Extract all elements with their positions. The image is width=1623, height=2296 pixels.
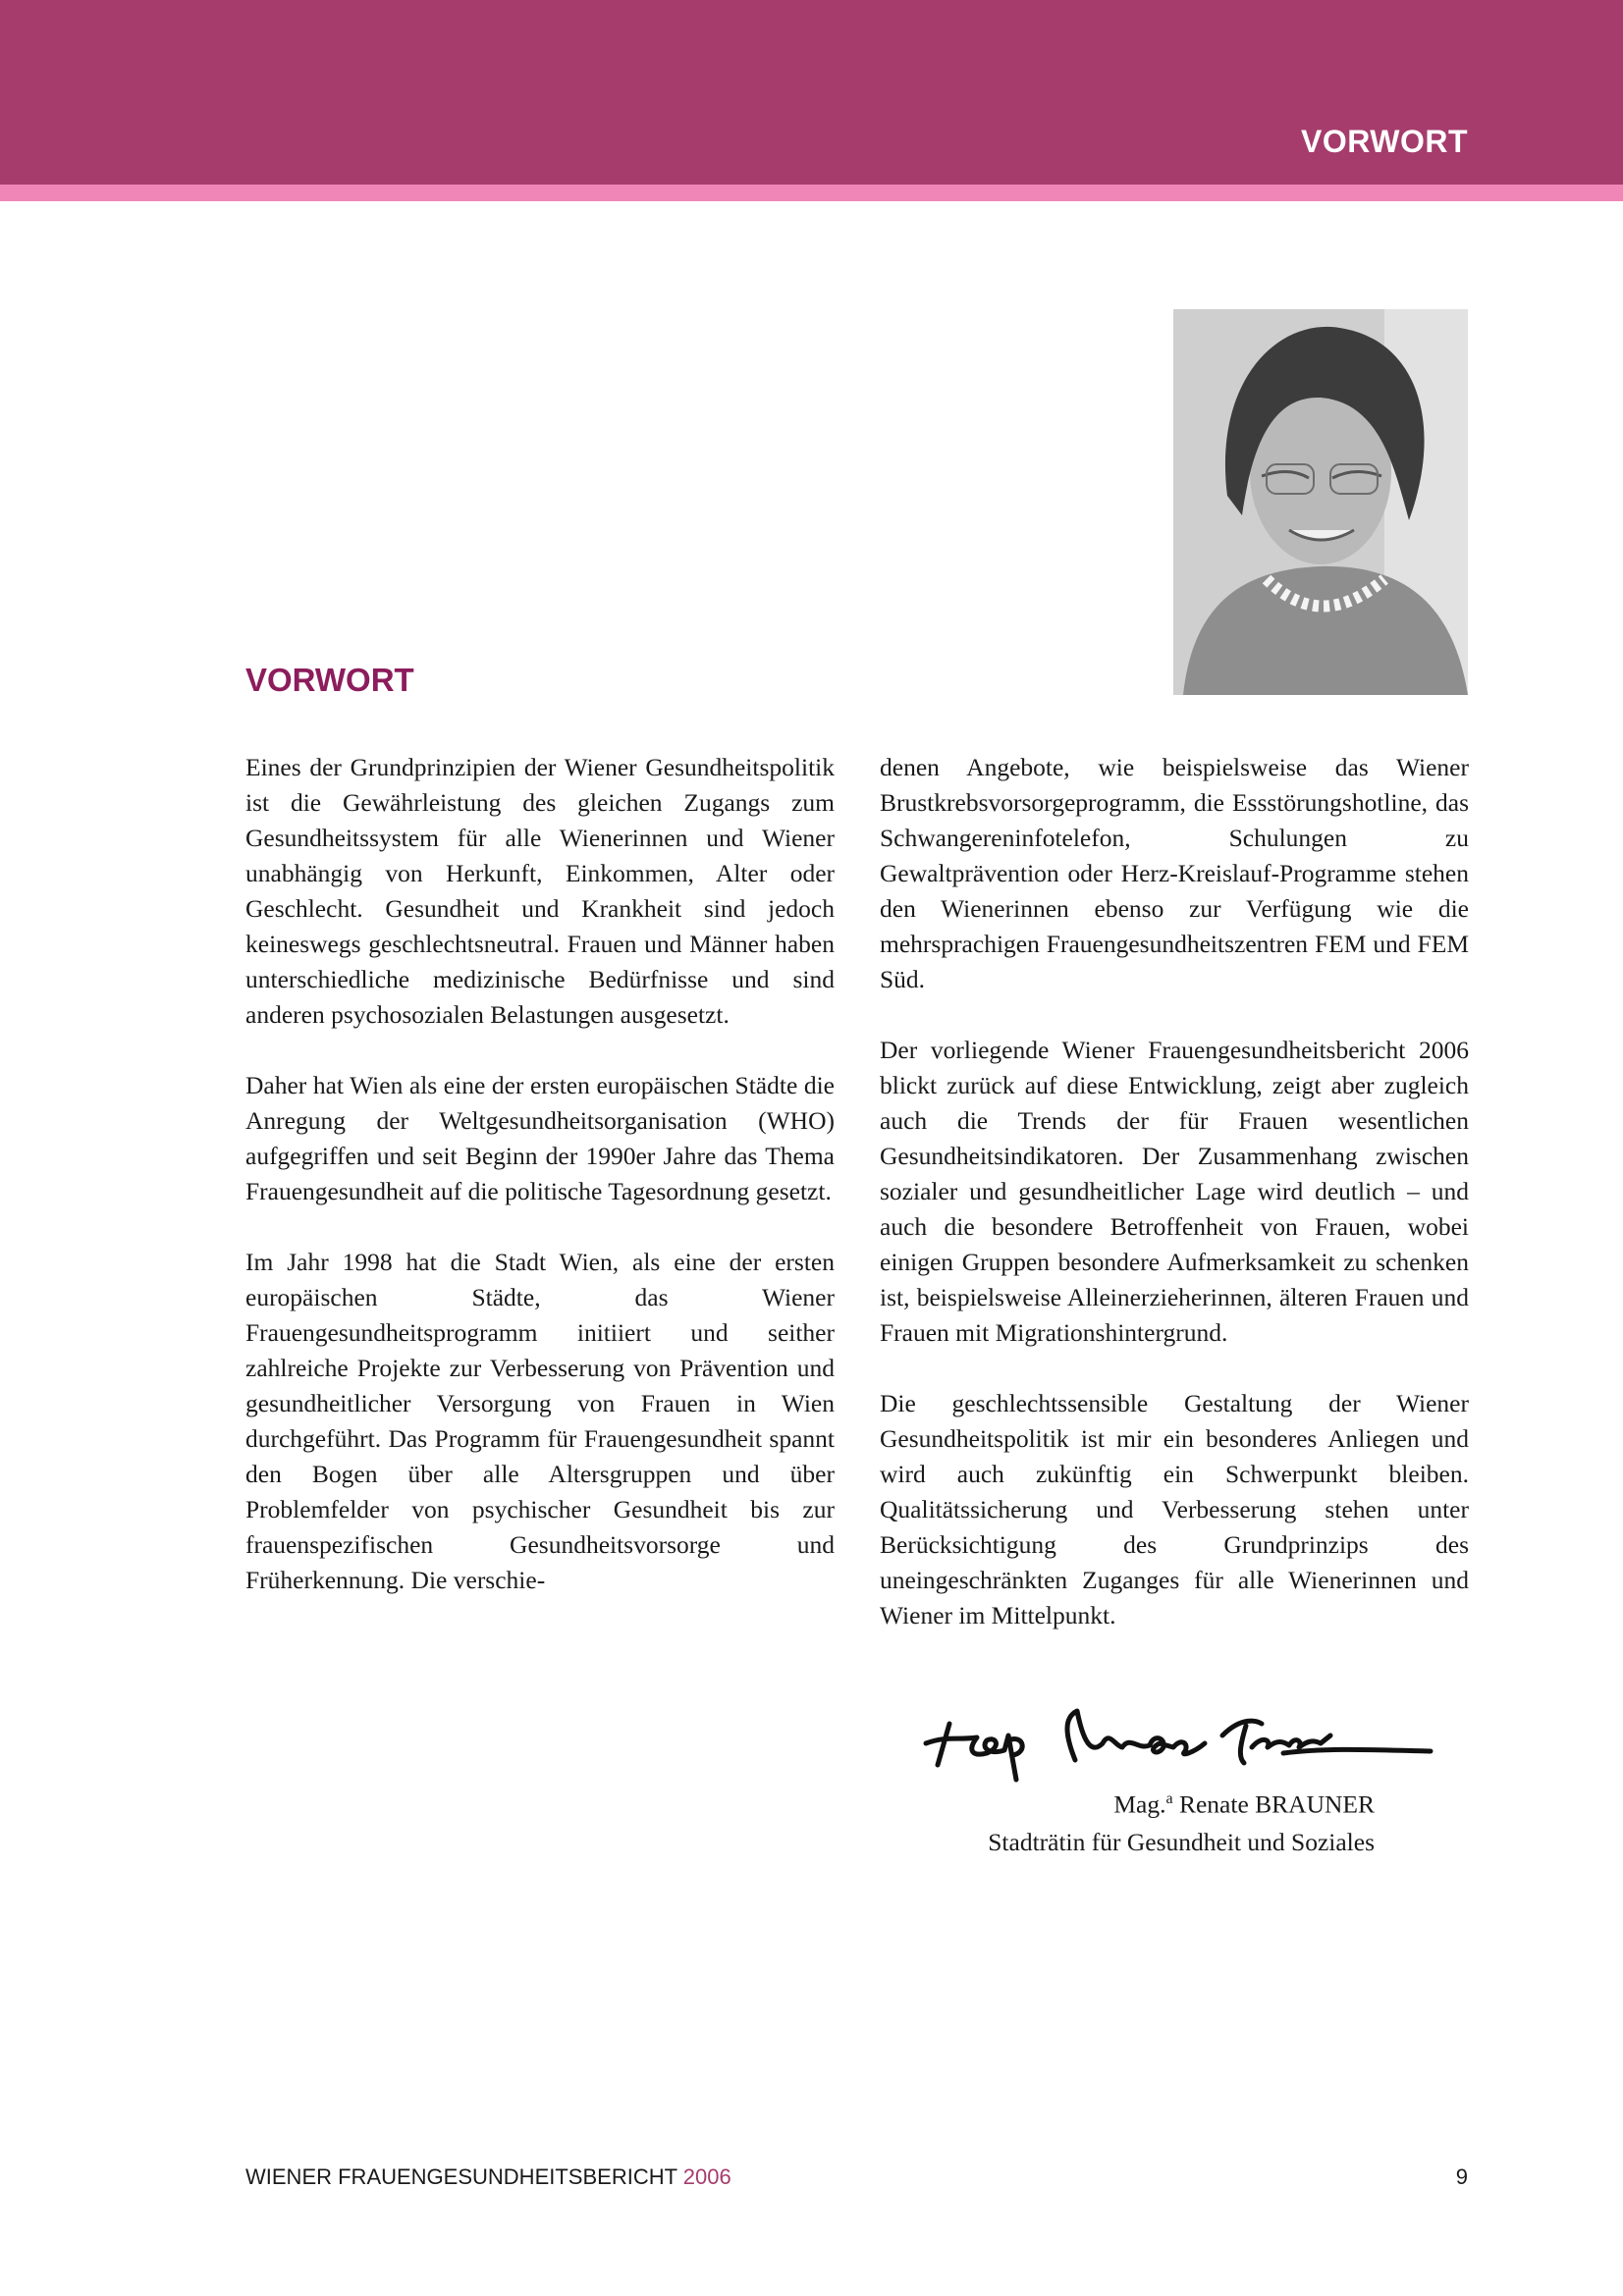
footer-publication <box>245 2164 731 2190</box>
signature-illustration <box>918 1696 1438 1785</box>
signatory-name <box>913 1781 1375 1824</box>
text-column-right <box>880 750 1469 1669</box>
portrait-photo <box>1173 309 1468 695</box>
signatory-title: Mag. <box>1113 1789 1166 1819</box>
handwritten-signature <box>918 1696 1438 1785</box>
signatory-full-name: Renate BRAUNER <box>1178 1789 1375 1819</box>
paragraph: Im Jahr 1998 hat die Stadt Wien, als eine der ersten europäischen Städte, das Wiener Frauengesundheitsprogramm initiiert und seither zahlreiche Projekte zur Verbesserung von Prävention und gesundheitlicher Versorgung von Frauen in Wien durchgeführt. Das Programm für Frauengesundheit spannt den Bogen über alle Altersgruppen und über Problemfelder von psychischer Gesundheit bis zur frauenspezifischen Gesundheitsvorsorge und Früherkennung. Die verschie- <box>245 1248 835 1594</box>
footer-year: 2006 <box>682 2164 731 2189</box>
signatory-title-sup: a <box>1165 1790 1173 1807</box>
page-number: 9 <box>1455 2164 1468 2189</box>
header-title: VORWORT <box>1300 124 1468 159</box>
signature-block <box>913 1781 1375 1861</box>
paragraph: Daher hat Wien als eine der ersten europäischen Städte die Anregung der Weltgesundheitsorganisation (WHO) aufgegriffen und seit Beginn der 1990er Jahre das Thema Frauengesundheit auf die politische Tagesordnung gesetzt. <box>245 1071 835 1205</box>
signatory-role: Stadträtin für Gesundheit und Soziales <box>988 1827 1375 1856</box>
paragraph: Eines der Grundprinzipien der Wiener Gesundheitspolitik ist die Gewährleistung des gleichen Zugangs zum Gesundheitssystem für alle Wienerinnen und Wiener unabhängig von Herkunft, Einkommen, Alter oder Geschlecht. Gesundheit und Krankheit sind jedoch keineswegs geschlechtsneutral. Frauen und Männer haben unterschiedliche medizinische Bedürfnisse und sind anderen psychosozialen Belastungen ausgesetzt. <box>245 753 835 1029</box>
paragraph: Die geschlechtssensible Gestaltung der Wiener Gesundheitspolitik ist mir ein besonderes Anliegen und wird auch zukünftig ein Schwerpunkt bleiben. Qualitätssicherung und Verbesserung stehen unter Berücksichtigung des Grundprinzips des uneingeschränkten Zuganges für alle Wienerinnen und Wiener im Mittelpunkt. <box>880 1389 1469 1629</box>
footer-publication-title: WIENER FRAUENGESUNDHEITSBERICHT <box>245 2164 677 2189</box>
section-title: VORWORT <box>245 662 414 698</box>
text-column-left <box>245 750 835 1633</box>
header-stripe <box>0 185 1623 201</box>
paragraph: Der vorliegende Wiener Frauengesundheitsbericht 2006 blickt zurück auf diese Entwicklung, zeigt aber zugleich auch die Trends der für Frauen wesentlichen Gesundheitsindikatoren. Der Zusammenhang zwischen sozialer und gesundheitlicher Lage wird deutlich – und auch die besondere Betroffenheit von Frauen, wobei einigen Gruppen besondere Aufmerksamkeit zu schenken ist, beispielsweise Alleinerzieherinnen, älteren Frauen und Frauen mit Migrationshintergrund. <box>880 1036 1469 1347</box>
portrait-illustration <box>1173 309 1468 695</box>
paragraph: denen Angebote, wie beispielsweise das Wiener Brustkrebsvorsorgeprogramm, die Essstörungshotline, das Schwangereninfotelefon, Schulungen zu Gewaltprävention oder Herz-Kreislauf-Programme stehen den Wienerinnen ebenso zur Verfügung wie die mehrsprachigen Frauengesundheitszentren FEM und FEM Süd. <box>880 753 1469 993</box>
